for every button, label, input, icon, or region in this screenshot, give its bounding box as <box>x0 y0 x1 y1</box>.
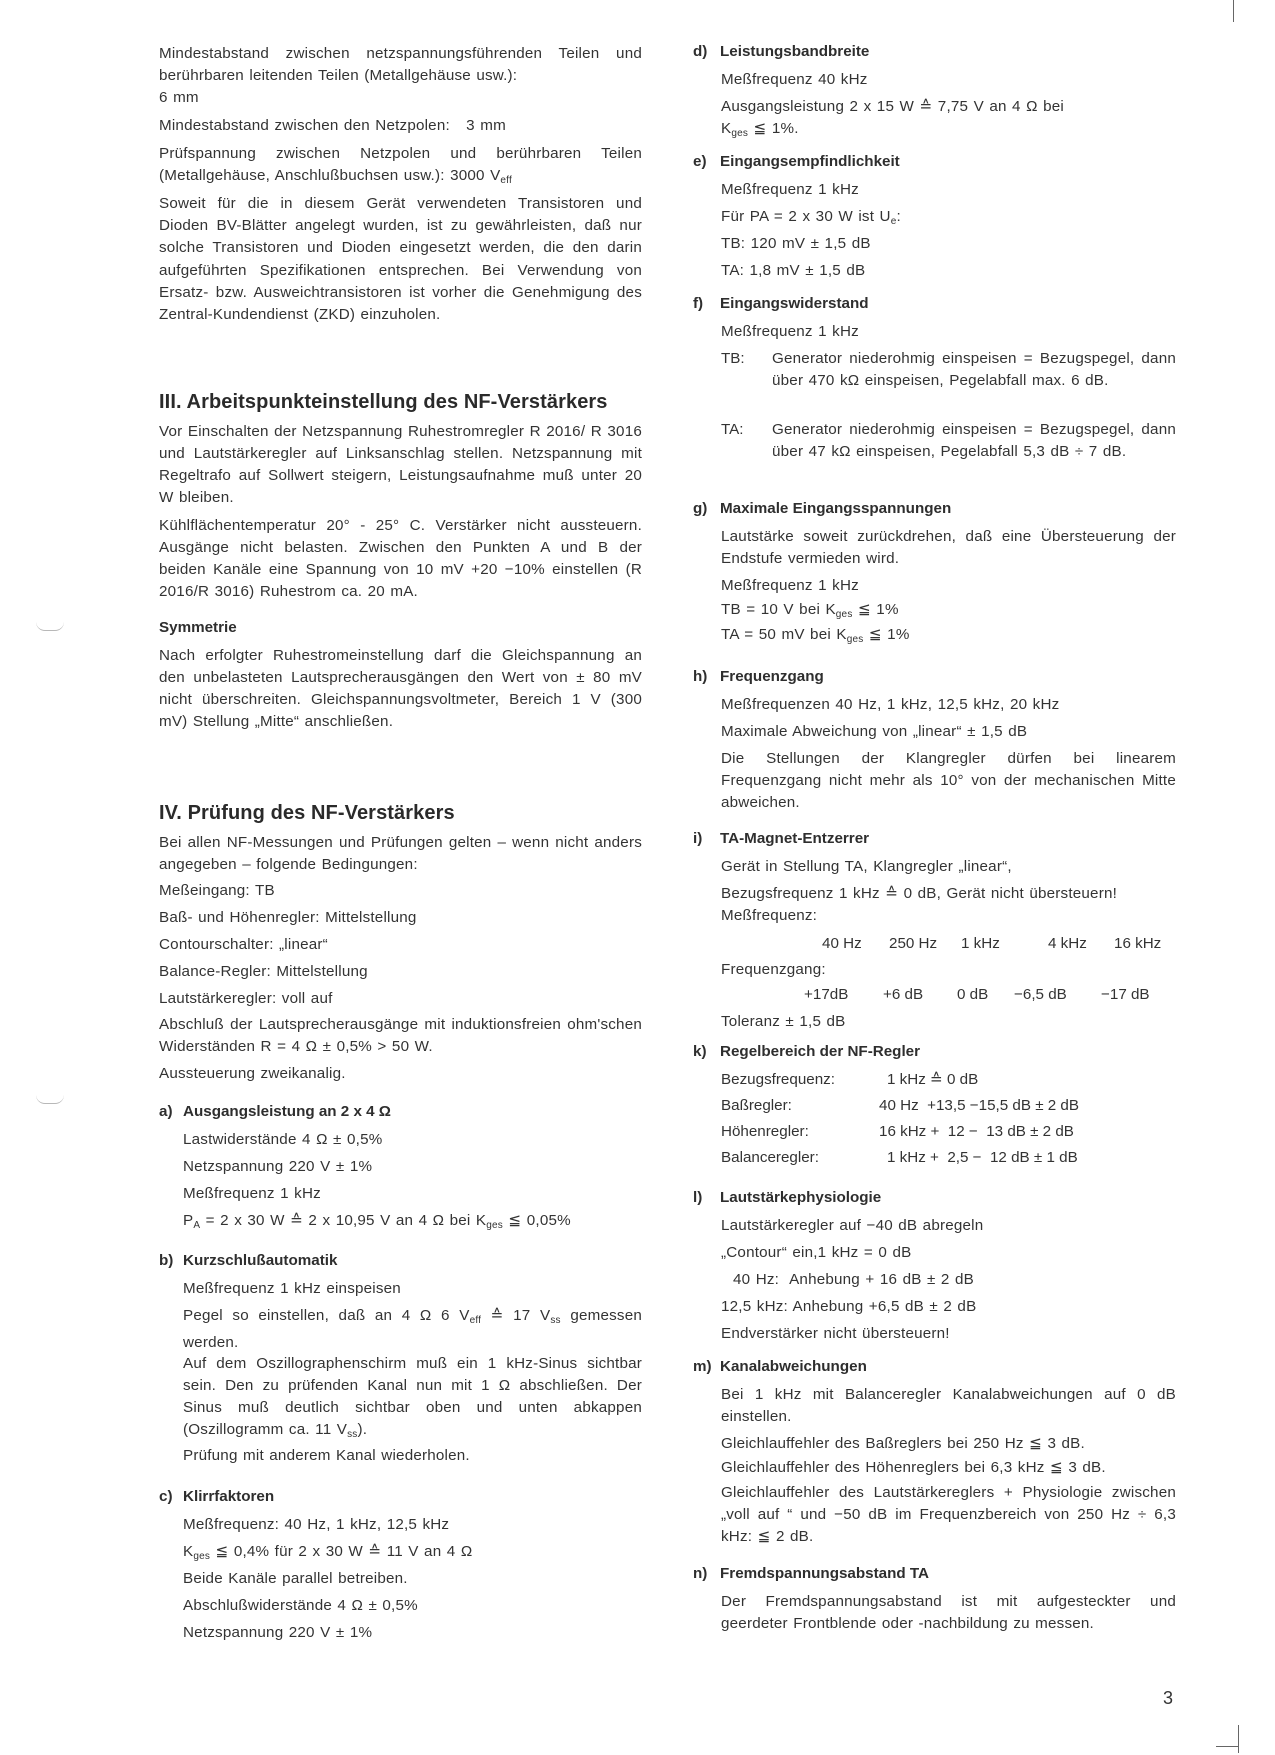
item-b-line-2: Pegel so einstellen, daß an 4 Ω 6 $V_{eff}$ ≙ 17 $V_{ss}$ gemessen werden. <box>183 1307 642 1351</box>
item-g-line-4: TA = 50 mV bei $K_{ges}$ ≦ 1% <box>721 626 910 645</box>
gain-1khz: 0 dB <box>957 986 989 1003</box>
section-4-heading: IV. Prüfung des NF-Verstärkers <box>159 802 455 824</box>
condition-messeingang: Meßeingang: TB <box>159 882 275 899</box>
page-number: 3 <box>1163 1688 1174 1708</box>
section-4-aussteuerung: Aussteuerung zweikanalig. <box>159 1065 346 1082</box>
condition-contour: Contourschalter: „linear“ <box>159 936 328 953</box>
item-g-line-2: Meßfrequenz 1 kHz <box>721 577 859 594</box>
item-e-title: Eingangsempfindlichkeit <box>720 153 900 170</box>
item-i-line-2: Bezugsfrequenz 1 kHz ≙ 0 dB, Gerät nicht übersteuern! <box>721 885 1118 902</box>
item-e-line-2: Für PA = 2 x 30 W ist $U_e$: <box>721 208 901 227</box>
item-c-title: Klirrfaktoren <box>183 1488 275 1505</box>
item-g-label: g) <box>693 500 708 517</box>
item-b-title: Kurzschlußautomatik <box>183 1252 338 1269</box>
item-g <box>693 500 1176 660</box>
gain-4khz: −6,5 dB <box>1014 986 1067 1003</box>
item-c-line-1: Meßfrequenz: 40 Hz, 1 kHz, 12,5 kHz <box>183 1516 450 1533</box>
regler-name: Höhenregler: <box>721 1123 809 1140</box>
item-a-line: Lastwiderstände 4 Ω ± 0,5% <box>183 1131 383 1148</box>
item-c-line-3: Beide Kanäle parallel betreiben. <box>183 1570 408 1587</box>
item-a-pa-formula: $P_A = 2$ x 30 W ≙ 2 x 10,95 V an 4 Ω bei $K_{ges}$ ≦ 0,05% <box>183 1212 571 1231</box>
item-m-label: m) <box>693 1358 712 1375</box>
item-l-line-2: „Contour“ ein,1 kHz = 0 dB <box>721 1244 912 1261</box>
section-4-intro: Bei allen NF-Messungen und Prüfungen gelten – wenn nicht anders angegeben – folgende Bedingungen: <box>159 834 642 873</box>
crop-mark <box>1233 0 1234 22</box>
section-3-p1: Vor Einschalten der Netzspannung Ruhestromregler R 2016/ R 3016 und Lautstärkeregler auf Linksanschlag stellen. Netzspannung mit Regeltrafo auf Sollwert steigern, Leistungsaufnahme muß unter 20 W bleiben. <box>159 423 642 506</box>
item-e-line-3: TB: 120 mV ± 1,5 dB <box>721 235 871 252</box>
item-f-line-1: Meßfrequenz 1 kHz <box>721 323 859 340</box>
item-h-line-1: Meßfrequenzen 40 Hz, 1 kHz, 12,5 kHz, 20 kHz <box>721 696 1060 713</box>
item-g-line-3: TB = 10 V bei $K_{ges}$ ≦ 1% <box>721 601 899 620</box>
intro-transistoren: Soweit für die in diesem Gerät verwendeten Transistoren und Dioden BV-Blätter angelegt wurden, ist zu gewährleisten, daß nur solche Transistoren und Dioden eingesetzt werden, die den darin aufgeführten Spezifikationen entsprechen. Bei Verwendung von Ersatz- bzw. Ausweichtransistoren ist vorher die Genehmigung des Zentral-Kundendienst (ZKD) einzuholen. <box>159 195 642 324</box>
item-i-line-5: Toleranz ± 1,5 dB <box>721 1013 846 1030</box>
symmetrie-heading: Symmetrie <box>159 619 237 636</box>
item-f <box>693 295 1176 495</box>
item-m-line-1: Bei 1 kHz mit Balanceregler Kanalabweichungen auf 0 dB einstellen. <box>721 1386 1176 1425</box>
item-f-ta-text: Generator niederohmig einspeisen = Bezugspegel, dann über 47 kΩ einspeisen, Pegelabfall 5,3 dB ÷ 7 dB. <box>772 421 1176 460</box>
item-l-label: l) <box>693 1189 703 1206</box>
gain-16khz: −17 dB <box>1101 986 1150 1003</box>
item-d-line-2: Ausgangsleistung 2 x 15 W ≙ 7,75 V an 4 Ω bei <box>721 98 1064 115</box>
item-h-label: h) <box>693 668 708 685</box>
item-d-line-3: $K_{ges}$ ≦ 1%. <box>721 120 799 139</box>
regler-name: Baßregler: <box>721 1097 792 1114</box>
intro-6mm: 6 mm <box>159 89 199 106</box>
regler-value: 40 Hz +13,5 −15,5 dB ± 2 dB <box>879 1097 1080 1114</box>
freq-4khz: 4 kHz <box>1048 935 1087 952</box>
freq-40hz: 40 Hz <box>822 935 862 952</box>
item-b-line-4: Prüfung mit anderem Kanal wiederholen. <box>183 1447 470 1464</box>
item-g-line-1: Lautstärke soweit zurückdrehen, daß eine Übersteuerung der Endstufe vermieden wird. <box>721 528 1176 567</box>
item-a <box>159 1103 642 1233</box>
item-b-line-3: Auf dem Oszillographenschirm muß ein 1 kHz-Sinus sichtbar sein. Den zu prüfenden Kanal nun mit 1 Ω abschließen. Der Sinus muß deutlich sichtbar oben und unten abkappen (Oszillogramm ca. 11 $V_{ss}$). <box>183 1355 642 1440</box>
item-f-tb-label: TB: <box>721 350 745 367</box>
symmetrie-paragraph: Nach erfolgter Ruhestromeinstellung darf die Gleichspannung an den unbelasteten Lautsprecherausgängen den Wert von ± 80 mV nicht überschreiten. Gleichspannungsvoltmeter, Bereich 1 V (300 mV) Stellung „Mitte“ anschließen. <box>159 647 642 730</box>
item-n-line-1: Der Fremdspannungsabstand ist mit aufgesteckter und geerdeter Frontblende oder -nachbildung zu messen. <box>721 1593 1176 1632</box>
item-m-line-3: Gleichlauffehler des Höhenreglers bei 6,3 kHz ≦ 3 dB. <box>721 1459 1106 1476</box>
item-k-label: k) <box>693 1043 707 1060</box>
item-e-line-1: Meßfrequenz 1 kHz <box>721 181 859 198</box>
item-l-line-1: Lautstärkeregler auf −40 dB abregeln <box>721 1217 984 1234</box>
item-b-line-1: Meßfrequenz 1 kHz einspeisen <box>183 1280 401 1297</box>
freq-1khz: 1 kHz <box>961 935 1000 952</box>
regler-value: 1 kHz ≙ 0 dB <box>887 1071 979 1088</box>
item-m-title: Kanalabweichungen <box>720 1358 867 1375</box>
item-n-title: Fremdspannungsabstand TA <box>720 1565 929 1582</box>
intro-pruefspannung: Prüfspannung zwischen Netzpolen und berührbaren Teilen (Metallgehäuse, Anschlußbuchsen usw.): 3000 $V_{eff}$ <box>159 145 642 186</box>
item-c-line-2: $K_{ges}$ ≦ 0,4% für 2 x 30 W ≙ 11 V an 4 Ω <box>183 1543 473 1562</box>
item-c-line-5: Netzspannung 220 V ± 1% <box>183 1624 373 1641</box>
item-d-label: d) <box>693 43 708 60</box>
intro-paragraph-1: Mindestabstand zwischen netzspannungsführenden Teilen und berührbaren leitenden Teilen (Metallgehäuse usw.): <box>159 45 642 84</box>
crop-mark <box>1238 1725 1239 1753</box>
intro-netzpole: Mindestabstand zwischen den Netzpolen: 3 mm <box>159 117 506 134</box>
item-l-line-4: 12,5 kHz: Anhebung +6,5 dB ± 2 dB <box>721 1298 977 1315</box>
item-h <box>693 668 1176 818</box>
item-i-line-3: Meßfrequenz: <box>721 907 818 924</box>
item-i-title: TA-Magnet-Entzerrer <box>720 830 870 847</box>
item-m-line-2: Gleichlauffehler des Baßreglers bei 250 Hz ≦ 3 dB. <box>721 1435 1085 1452</box>
gain-250hz: +6 dB <box>883 986 924 1003</box>
item-i-line-4: Frequenzgang: <box>721 961 826 978</box>
item-k <box>693 1043 1176 1173</box>
item-e-label: e) <box>693 153 707 170</box>
freq-250hz: 250 Hz <box>889 935 938 952</box>
item-l-line-3: 40 Hz: Anhebung + 16 dB ± 2 dB <box>733 1271 974 1288</box>
item-c-line-4: Abschlußwiderstände 4 Ω ± 0,5% <box>183 1597 418 1614</box>
item-a-line: Meßfrequenz 1 kHz <box>183 1185 321 1202</box>
item-i <box>693 830 1176 1030</box>
item-d <box>693 43 1176 143</box>
item-k-title: Regelbereich der NF-Regler <box>720 1043 921 1060</box>
item-f-label: f) <box>693 295 704 312</box>
crop-mark <box>1216 1746 1238 1747</box>
regler-value: 1 kHz + 2,5 − 12 dB ± 1 dB <box>887 1149 1078 1166</box>
item-a-line: Netzspannung 220 V ± 1% <box>183 1158 373 1175</box>
section-3-p2: Kühlflächentemperatur 20° - 25° C. Verstärker nicht aussteuern. Ausgänge nicht belasten. Zwischen den Punkten A und B der beiden Kanäle eine Spannung von 10 mV +20 −10% einstellen (R 2016/R 3016) Ruhestrom ca. 20 mA. <box>159 517 642 600</box>
item-m-line-4: Gleichlauffehler des Lautstärkereglers + Physiologie zwischen „voll auf “ und −50 dB im Frequenzbereich von 250 Hz ÷ 6,3 kHz: ≦ 2 dB. <box>721 1484 1176 1545</box>
regler-name: Bezugsfrequenz: <box>721 1071 835 1088</box>
item-e-line-4: TA: 1,8 mV ± 1,5 dB <box>721 262 866 279</box>
item-h-line-2: Maximale Abweichung von „linear“ ± 1,5 dB <box>721 723 1028 740</box>
item-h-line-3: Die Stellungen der Klangregler dürfen bei linearem Frequenzgang nicht mehr als 10° von der mechanischen Mitte abweichen. <box>721 750 1176 811</box>
item-f-ta-label: TA: <box>721 421 744 438</box>
item-l-title: Lautstärkephysiologie <box>720 1189 882 1206</box>
item-i-label: i) <box>693 830 703 847</box>
item-a-title: Ausgangsleistung an 2 x 4 Ω <box>183 1103 391 1120</box>
freq-16khz: 16 kHz <box>1114 935 1162 952</box>
item-i-line-1: Gerät in Stellung TA, Klangregler „linear“, <box>721 858 1012 875</box>
item-n-label: n) <box>693 1565 708 1582</box>
item-n <box>693 1565 1176 1645</box>
item-h-title: Frequenzgang <box>720 668 824 685</box>
binder-hole-mark <box>36 622 64 631</box>
item-m <box>693 1358 1176 1558</box>
item-c <box>159 1488 642 1648</box>
item-d-title: Leistungsbandbreite <box>720 43 870 60</box>
item-l-line-5: Endverstärker nicht übersteuern! <box>721 1325 950 1342</box>
condition-balance: Balance-Regler: Mittelstellung <box>159 963 368 980</box>
item-e <box>693 153 1176 283</box>
item-c-label: c) <box>159 1488 173 1505</box>
item-d-line-1: Meßfrequenz 40 kHz <box>721 71 868 88</box>
condition-bass-hoehen: Baß- und Höhenregler: Mittelstellung <box>159 909 417 926</box>
item-a-label: a) <box>159 1103 173 1120</box>
condition-lautstaerke: Lautstärkeregler: voll auf <box>159 990 333 1007</box>
gain-40hz: +17dB <box>804 986 849 1003</box>
item-b <box>159 1252 642 1464</box>
section-3-heading: III. Arbeitspunkteinstellung des NF-Verstärkers <box>159 391 608 413</box>
item-b-label: b) <box>159 1252 174 1269</box>
item-l <box>693 1189 1176 1342</box>
section-4-abschluss: Abschluß der Lautsprecherausgänge mit induktionsfreien ohm'schen Widerständen R = 4 Ω ± 0,5% > 50 W. <box>159 1016 642 1055</box>
binder-hole-mark <box>36 1095 64 1104</box>
item-f-title: Eingangswiderstand <box>720 295 869 312</box>
regler-name: Balanceregler: <box>721 1149 819 1166</box>
regler-value: 16 kHz + 12 − 13 dB ± 2 dB <box>879 1123 1074 1140</box>
item-f-tb-text: Generator niederohmig einspeisen = Bezugspegel, dann über 470 kΩ einspeisen, Pegelabfall max. 6 dB. <box>772 350 1176 389</box>
item-g-title: Maximale Eingangsspannungen <box>720 500 952 517</box>
